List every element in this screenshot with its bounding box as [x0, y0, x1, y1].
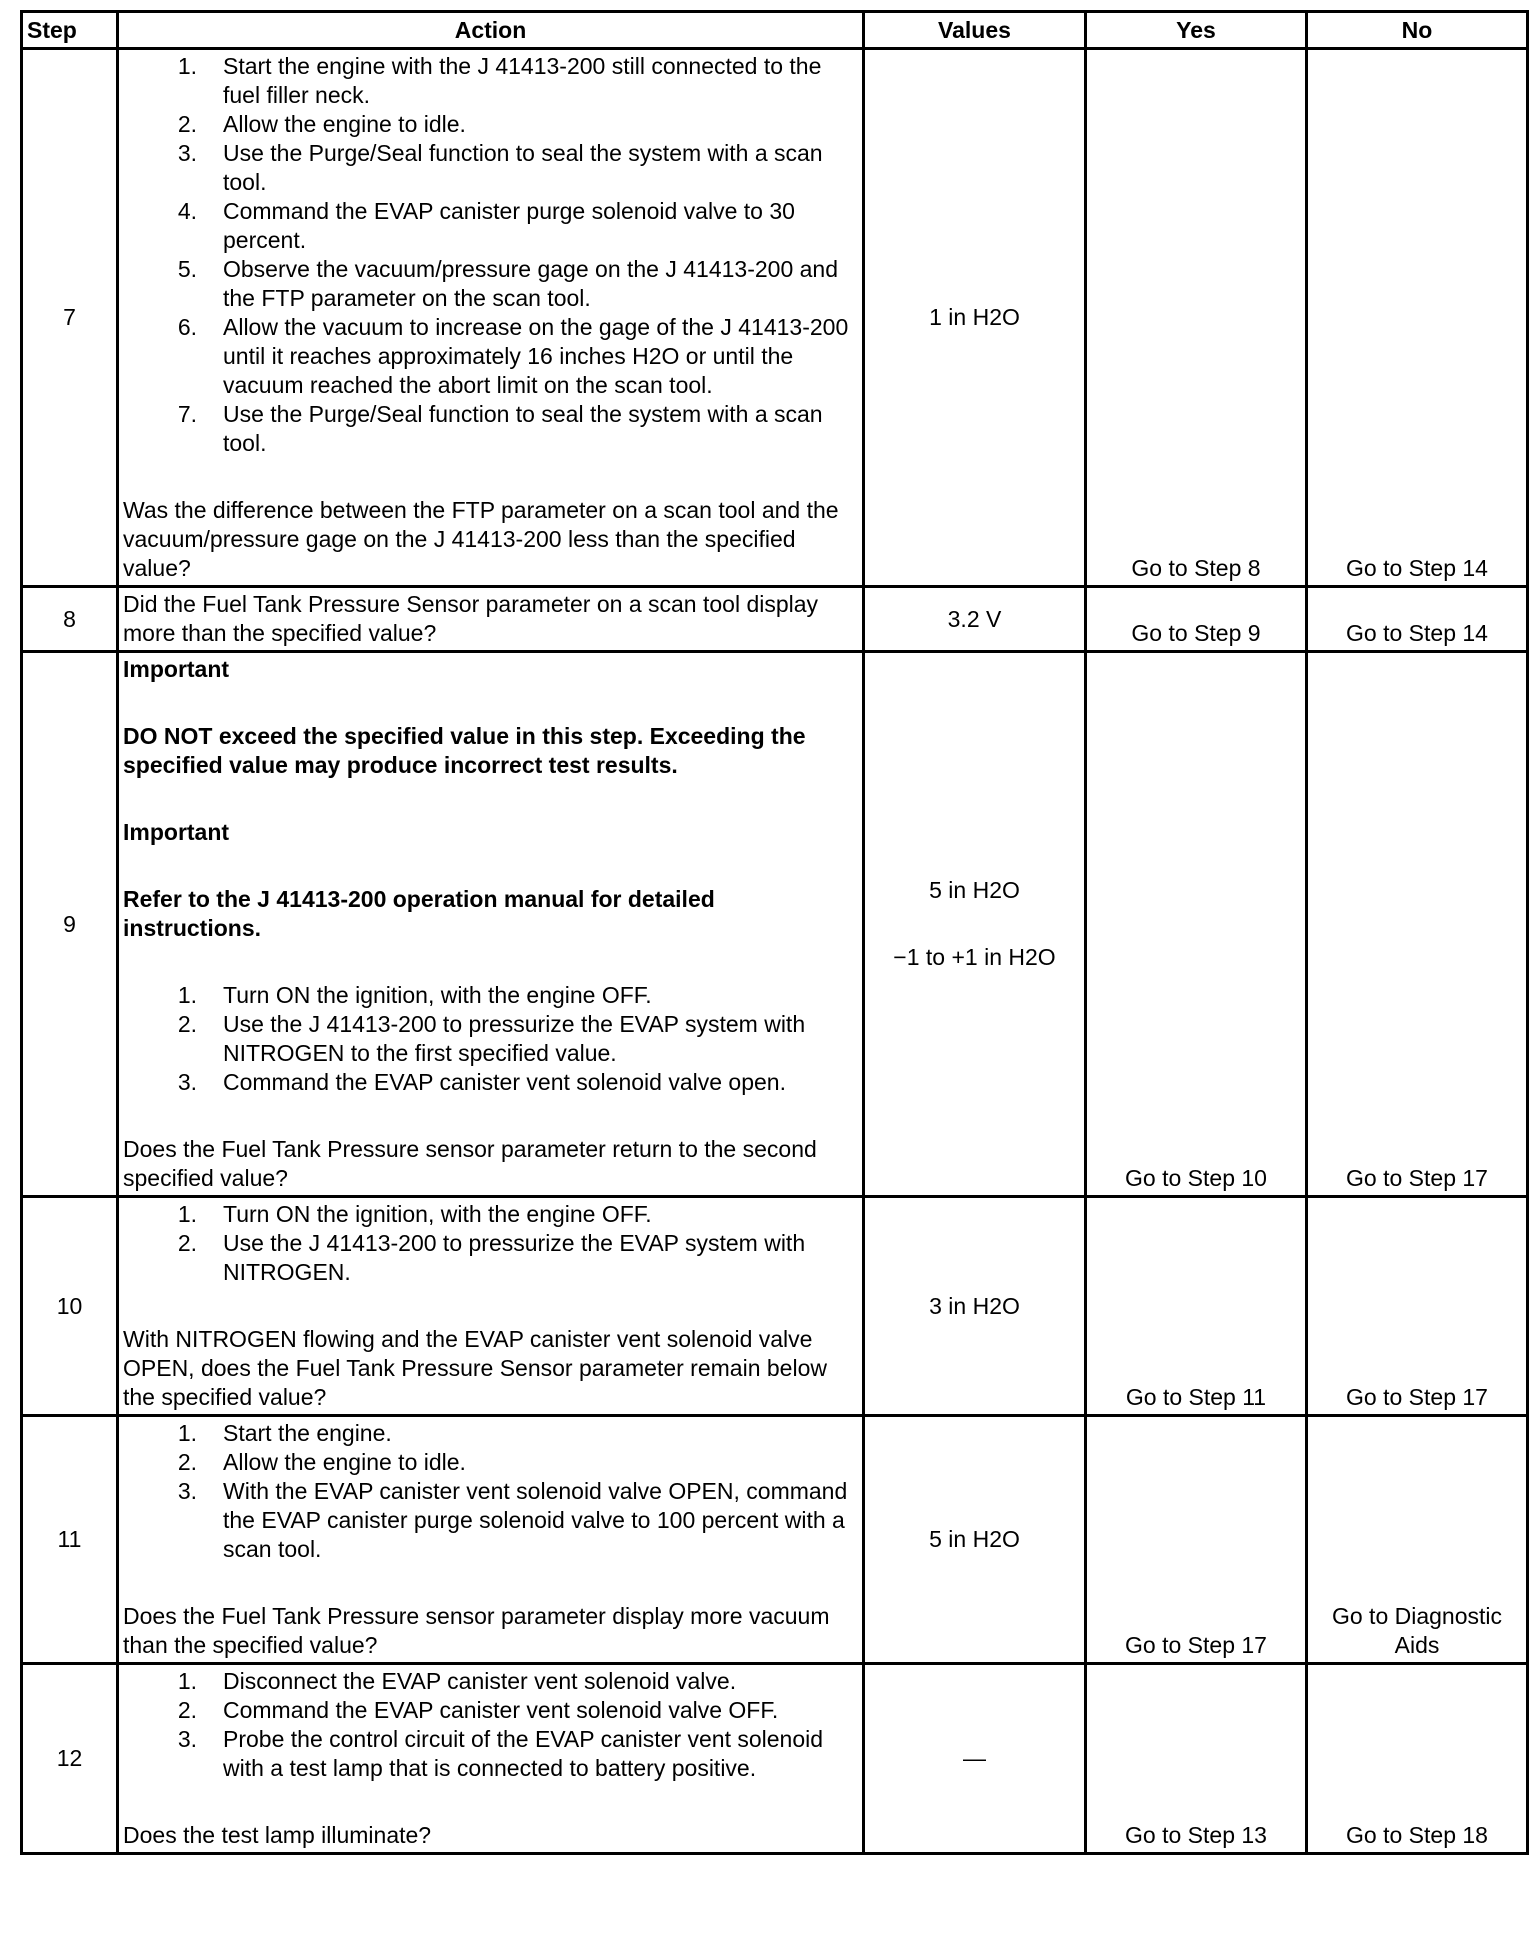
step-index: 3.: [177, 140, 197, 166]
value-cell: [864, 49, 1086, 587]
action-step: 2. Allow the engine to idle.: [123, 1448, 858, 1477]
value: 1 in H2O: [929, 304, 1020, 330]
step-index: 1.: [177, 1668, 197, 1694]
yes-cell: Go to Step 10: [1086, 652, 1307, 1197]
step-index: 2.: [177, 1230, 197, 1256]
step-index: 6.: [177, 314, 197, 340]
step-number: 9: [22, 652, 118, 1197]
value: −1 to +1 in H2O: [893, 944, 1056, 970]
step-number: 10: [22, 1197, 118, 1416]
action-question: Did the Fuel Tank Pressure Sensor parameter on a scan tool display more than the specified value?: [123, 591, 819, 646]
step-index: 1.: [177, 1201, 197, 1227]
table-row-step-10: [22, 1197, 1528, 1416]
important-text: DO NOT exceed the specified value in this step. Exceeding the specified value may produce incorrect test results.: [123, 723, 806, 778]
action-step: 1. Start the engine.: [123, 1419, 858, 1448]
header-no: No: [1307, 12, 1528, 49]
step-index: 3.: [177, 1478, 197, 1504]
action-step: 2. Allow the engine to idle.: [123, 110, 858, 139]
action-question: Does the test lamp illuminate?: [123, 1822, 432, 1848]
value: 5 in H2O: [929, 1526, 1020, 1552]
step-index: 2.: [177, 1011, 197, 1037]
value-cell: [864, 587, 1086, 652]
no-cell: Go to Step 14: [1307, 49, 1528, 587]
action-question: With NITROGEN flowing and the EVAP canister vent solenoid valve OPEN, does the Fuel Tank Pressure Sensor parameter remain below the specified value?: [123, 1326, 827, 1410]
action-steps: [123, 1200, 858, 1287]
action-cell: [118, 587, 864, 652]
action-question: Was the difference between the FTP parameter on a scan tool and the vacuum/pressure gage on the J 41413-200 less than the specified value?: [123, 497, 839, 581]
table-row-step-8: [22, 587, 1528, 652]
action-step: 3. Use the Purge/Seal function to seal the system with a scan tool.: [123, 139, 858, 197]
action-steps: [123, 1419, 858, 1564]
step-number: 11: [22, 1416, 118, 1664]
table-row-step-7: [22, 49, 1528, 587]
step-index: 2.: [177, 1697, 197, 1723]
value-cell: [864, 652, 1086, 1197]
value: 3.2 V: [947, 605, 1002, 632]
table-row-step-9: [22, 652, 1528, 1197]
yes-cell: Go to Step 17: [1086, 1416, 1307, 1664]
action-step: 3. Command the EVAP canister vent solenoid valve open.: [123, 1068, 858, 1097]
action-step: 1. Start the engine with the J 41413-200 still connected to the fuel filler neck.: [123, 52, 858, 110]
header-step: Step: [22, 12, 118, 49]
important-title: Important: [123, 819, 230, 845]
action-cell: [118, 652, 864, 1197]
step-index: 1.: [177, 1420, 197, 1446]
yes-cell: Go to Step 13: [1086, 1664, 1307, 1854]
yes-cell: Go to Step 11: [1086, 1197, 1307, 1416]
yes-cell: Go to Step 8: [1086, 49, 1307, 587]
step-index: 1.: [177, 982, 197, 1008]
action-cell: [118, 1416, 864, 1664]
step-number: 8: [22, 587, 118, 652]
action-cell: [118, 49, 864, 587]
table-body: [22, 49, 1528, 1854]
important-title: Important: [123, 656, 230, 682]
value: 3 in H2O: [929, 1292, 1020, 1319]
no-cell: Go to Step 18: [1307, 1664, 1528, 1854]
step-index: 4.: [177, 198, 197, 224]
action-steps: [123, 52, 858, 458]
step-number: 12: [22, 1664, 118, 1854]
header-values: Values: [864, 12, 1086, 49]
no-cell: Go to Step 17: [1307, 652, 1528, 1197]
action-step: 1. Disconnect the EVAP canister vent solenoid valve.: [123, 1667, 858, 1696]
important-text: Refer to the J 41413-200 operation manual for detailed instructions.: [123, 886, 715, 941]
action-question: Does the Fuel Tank Pressure sensor parameter return to the second specified value?: [123, 1136, 817, 1191]
step-index: 2.: [177, 1449, 197, 1475]
diagnostic-table: [20, 10, 1529, 1855]
action-step: 7. Use the Purge/Seal function to seal the system with a scan tool.: [123, 400, 858, 458]
step-index: 3.: [177, 1069, 197, 1095]
action-cell: [118, 1197, 864, 1416]
step-index: 1.: [177, 53, 197, 79]
action-step: 2. Use the J 41413-200 to pressurize the EVAP system with NITROGEN.: [123, 1229, 858, 1287]
action-step: 1. Turn ON the ignition, with the engine OFF.: [123, 981, 858, 1010]
action-step: 5. Observe the vacuum/pressure gage on the J 41413-200 and the FTP parameter on the scan tool.: [123, 255, 858, 313]
action-step: 3. With the EVAP canister vent solenoid valve OPEN, command the EVAP canister purge solenoid valve to 100 percent with a scan tool.: [123, 1477, 858, 1564]
step-index: 2.: [177, 111, 197, 137]
action-step: 1. Turn ON the ignition, with the engine OFF.: [123, 1200, 858, 1229]
action-step: 4. Command the EVAP canister purge solenoid valve to 30 percent.: [123, 197, 858, 255]
action-step: 2. Use the J 41413-200 to pressurize the EVAP system with NITROGEN to the first specified value.: [123, 1010, 858, 1068]
header-action: Action: [118, 12, 864, 49]
action-steps: [123, 981, 858, 1097]
action-step: 2. Command the EVAP canister vent solenoid valve OFF.: [123, 1696, 858, 1725]
action-step: 3. Probe the control circuit of the EVAP canister vent solenoid with a test lamp that is connected to battery positive.: [123, 1725, 858, 1783]
step-number: 7: [22, 49, 118, 587]
action-question: Does the Fuel Tank Pressure sensor parameter display more vacuum than the specified value?: [123, 1603, 830, 1658]
action-cell: [118, 1664, 864, 1854]
action-step: 6. Allow the vacuum to increase on the gage of the J 41413-200 until it reaches approximately 16 inches H2O or until the vacuum reached the abort limit on the scan tool.: [123, 313, 858, 400]
no-cell: Go to Diagnostic Aids: [1307, 1416, 1528, 1664]
no-cell: Go to Step 17: [1307, 1197, 1528, 1416]
table-row-step-12: [22, 1664, 1528, 1854]
no-cell: Go to Step 14: [1307, 587, 1528, 652]
value-cell: [864, 1664, 1086, 1854]
header-row: [22, 12, 1528, 49]
value: —: [963, 1745, 986, 1771]
table-header: [22, 12, 1528, 49]
yes-cell: Go to Step 9: [1086, 587, 1307, 652]
header-yes: Yes: [1086, 12, 1307, 49]
value-cell: [864, 1197, 1086, 1416]
step-index: 5.: [177, 256, 197, 282]
table-row-step-11: [22, 1416, 1528, 1664]
value-cell: [864, 1416, 1086, 1664]
action-steps: [123, 1667, 858, 1783]
value: 5 in H2O: [929, 877, 1020, 903]
step-index: 3.: [177, 1726, 197, 1752]
step-index: 7.: [177, 401, 197, 427]
